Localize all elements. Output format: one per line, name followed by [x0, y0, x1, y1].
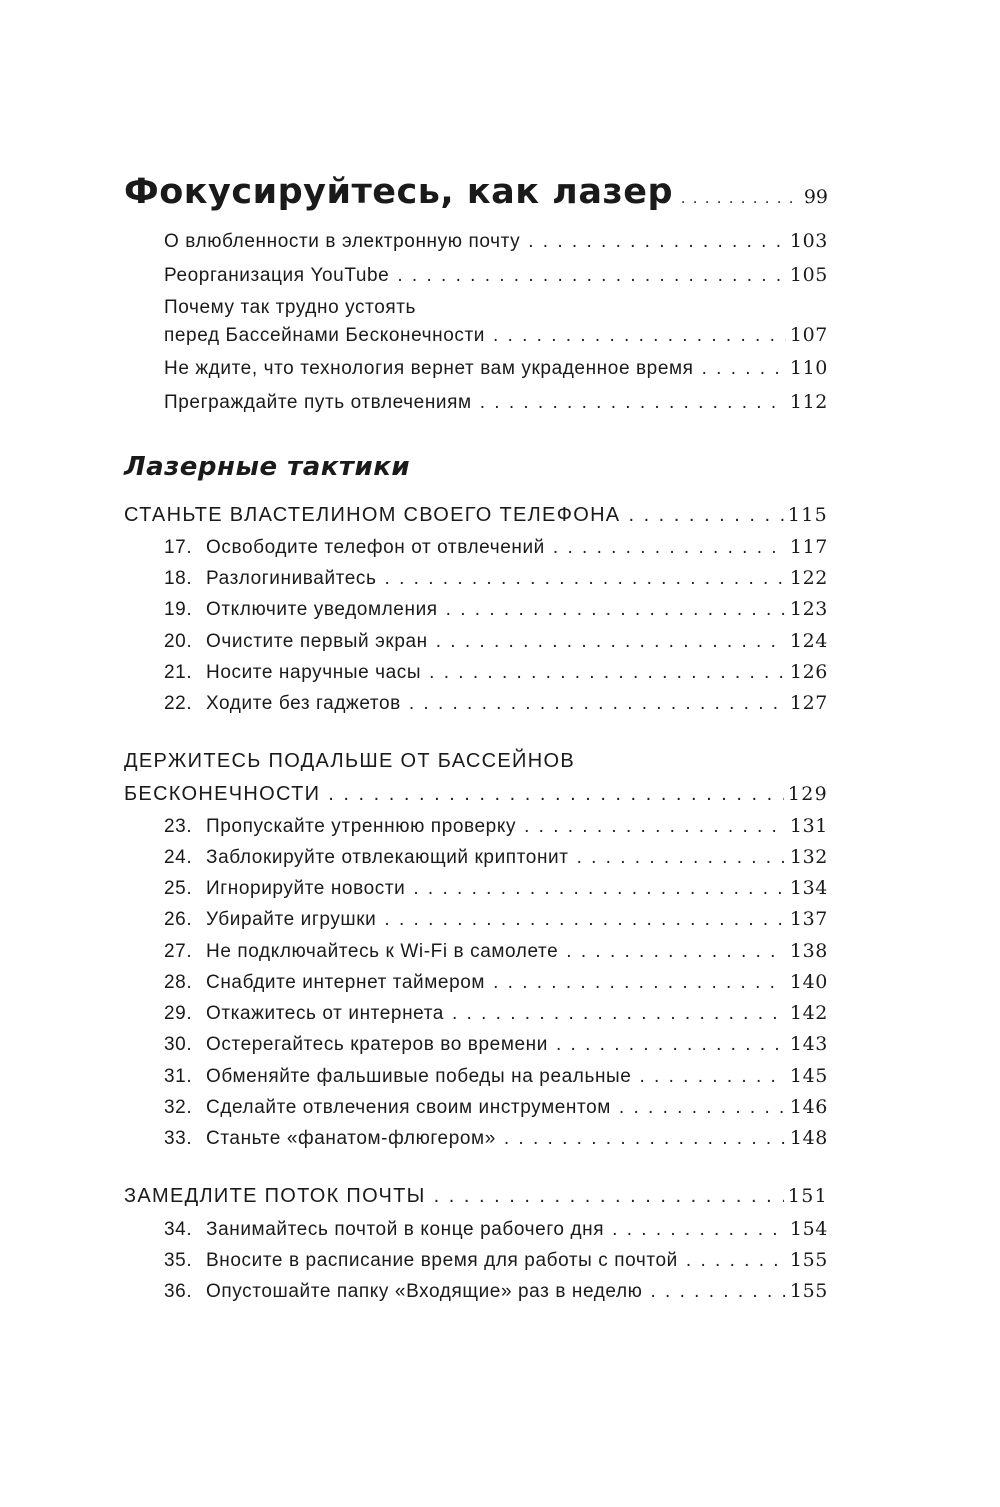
page-number: 123	[789, 598, 828, 620]
page-number: 131	[789, 815, 828, 837]
tactic-number: 20.	[164, 631, 193, 652]
tactic-title: Не подключайтесь к Wi-Fi в самолете	[206, 941, 559, 962]
toc-tactic-row	[164, 536, 828, 559]
dot-leader	[651, 1281, 786, 1303]
page-number: 148	[789, 1127, 828, 1149]
dot-leader	[436, 631, 786, 653]
page-number: 140	[789, 971, 828, 993]
dot-leader	[686, 1250, 786, 1272]
tactic-number: 34.	[164, 1219, 193, 1240]
tactic-number: 35.	[164, 1250, 193, 1271]
page-number: 151	[787, 1185, 828, 1207]
tactic-number: 19.	[164, 599, 193, 620]
tactic-number: 28.	[164, 972, 193, 993]
toc-subsection-row	[164, 264, 828, 287]
toc-tactic-row	[164, 1033, 828, 1056]
toc-tactic-row	[164, 661, 828, 684]
dot-leader	[628, 504, 783, 527]
dot-leader	[577, 847, 786, 869]
toc-tactic-row	[164, 1218, 828, 1241]
page-number: 103	[789, 230, 828, 252]
toc-group-row	[124, 1185, 828, 1208]
toc-section-row	[124, 172, 828, 212]
tactic-title: Пропускайте утреннюю проверку	[206, 816, 517, 837]
page-number: 143	[789, 1033, 828, 1055]
tactic-number: 31.	[164, 1066, 193, 1087]
page-number: 112	[789, 391, 828, 413]
toc-tactic-row	[164, 598, 828, 621]
dot-leader	[452, 1003, 786, 1025]
toc-tactic-row	[164, 1096, 828, 1119]
dot-leader	[528, 231, 786, 253]
dot-leader	[612, 1219, 786, 1241]
page-number: 155	[789, 1280, 828, 1302]
toc-subsection-row	[164, 324, 828, 347]
page-number: 124	[789, 630, 828, 652]
section-title: Фокусируйтесь, как лазер	[124, 172, 674, 212]
page-number: 117	[789, 536, 828, 558]
toc-subsection-row	[164, 230, 828, 253]
tactic-title: Снабдите интернет таймером	[206, 972, 486, 993]
dot-leader	[524, 816, 786, 838]
toc-tactic-row	[164, 1002, 828, 1025]
dot-leader	[397, 265, 786, 287]
subsection-title-line2: перед Бассейнами Бесконечности	[164, 325, 485, 346]
page-number: 134	[789, 877, 828, 899]
dot-leader	[639, 1066, 785, 1088]
dot-leader	[409, 693, 786, 715]
dot-leader	[429, 662, 786, 684]
tactic-number: 26.	[164, 909, 193, 930]
tactic-title: Остерегайтесь кратеров во времени	[206, 1034, 548, 1055]
page-number: 142	[789, 1002, 828, 1024]
tactic-title: Сделайте отвлечения своим инструментом	[206, 1097, 611, 1118]
tactic-title: Занимайтесь почтой в конце рабочего дня	[206, 1219, 605, 1240]
subsection-title: Реорганизация YouTube	[164, 265, 390, 286]
page-number: 146	[789, 1096, 828, 1118]
page-number: 145	[789, 1065, 828, 1087]
tactic-number: 30.	[164, 1034, 193, 1055]
tactic-number: 25.	[164, 878, 193, 899]
tactic-number: 18.	[164, 568, 193, 589]
toc-tactic-row	[164, 940, 828, 963]
page-number: 126	[789, 661, 828, 683]
toc-tactic-row	[164, 1249, 828, 1272]
toc-subsection-row	[164, 357, 828, 380]
page-number: 115	[787, 504, 828, 526]
page-number: 138	[789, 940, 828, 962]
tactic-number: 27.	[164, 941, 193, 962]
tactic-title: Станьте «фанатом-флюгером»	[206, 1128, 496, 1149]
page-number: 99	[803, 186, 828, 208]
toc-tactic-row	[164, 846, 828, 869]
tactic-number: 29.	[164, 1003, 193, 1024]
dot-leader	[493, 325, 786, 347]
toc-tactic-row	[164, 877, 828, 900]
dot-leader	[328, 783, 784, 806]
tactic-number: 33.	[164, 1128, 193, 1149]
page-number: 110	[789, 357, 828, 379]
dot-leader	[702, 358, 786, 380]
dot-leader	[566, 941, 786, 963]
tactic-title: Обменяйте фальшивые победы на реальные	[206, 1066, 632, 1087]
page-number: 105	[789, 264, 828, 286]
toc-tactic-row	[164, 1127, 828, 1150]
group-title-line2: БЕСКОНЕЧНОСТИ	[124, 783, 321, 805]
group-title-line1: ДЕРЖИТЕСЬ ПОДАЛЬШЕ ОТ БАССЕЙНОВ	[124, 750, 575, 772]
tactic-title: Опустошайте папку «Входящие» раз в неделю	[206, 1281, 643, 1302]
dot-leader	[413, 878, 786, 900]
dot-leader	[493, 972, 786, 994]
tactic-number: 32.	[164, 1097, 193, 1118]
toc-group-row	[124, 783, 828, 806]
toc-group-row	[124, 504, 828, 527]
tactic-title: Очистите первый экран	[206, 631, 428, 652]
page-number: 132	[789, 846, 828, 868]
subsection-title: Не ждите, что технология вернет вам украденное время	[164, 358, 694, 379]
tactic-number: 17.	[164, 537, 193, 558]
toc-tactic-row	[164, 567, 828, 590]
toc-tactic-row	[164, 908, 828, 931]
dot-leader	[434, 1185, 784, 1208]
tactic-title: Разлогинивайтесь	[206, 568, 377, 589]
page-number: 137	[789, 908, 828, 930]
tactic-number: 36.	[164, 1281, 193, 1302]
dot-leader	[619, 1097, 786, 1119]
dot-leader	[480, 392, 786, 414]
dot-leader	[681, 190, 800, 208]
tactic-number: 23.	[164, 816, 193, 837]
tactic-title: Вносите в расписание время для работы с почтой	[206, 1250, 678, 1271]
tactic-number: 24.	[164, 847, 193, 868]
tactics-heading: Лазерные тактики	[124, 452, 411, 482]
page-number: 107	[789, 324, 828, 346]
dot-leader	[446, 599, 786, 621]
tactic-number: 21.	[164, 662, 193, 683]
page-number: 122	[789, 567, 828, 589]
tactic-title: Откажитесь от интернета	[206, 1003, 444, 1024]
tactic-title: Отключите уведомления	[206, 599, 438, 620]
dot-leader	[384, 909, 786, 931]
tactic-title: Игнорируйте новости	[206, 878, 406, 899]
dot-leader	[556, 1034, 786, 1056]
tactic-title: Заблокируйте отвлекающий криптонит	[206, 847, 569, 868]
page-number: 155	[789, 1249, 828, 1271]
page-number: 129	[787, 783, 828, 805]
dot-leader	[385, 568, 786, 590]
tactic-title: Носите наручные часы	[206, 662, 422, 683]
group-title: СТАНЬТЕ ВЛАСТЕЛИНОМ СВОЕГО ТЕЛЕФОНА	[124, 504, 621, 526]
page-number: 154	[789, 1218, 828, 1240]
toc-subsection-row	[164, 391, 828, 414]
toc-tactic-row	[164, 815, 828, 838]
tactic-title: Освободите телефон от отвлечений	[206, 537, 545, 558]
toc-tactic-row	[164, 1280, 828, 1303]
tactic-number: 22.	[164, 693, 193, 714]
tactic-title: Ходите без гаджетов	[206, 693, 401, 714]
dot-leader	[553, 537, 786, 559]
subsection-title: О влюбленности в электронную почту	[164, 231, 521, 252]
dot-leader	[504, 1128, 786, 1150]
subsection-title-line1: Почему так трудно устоять	[164, 297, 417, 318]
toc-tactic-row	[164, 1065, 828, 1088]
page-number: 127	[789, 692, 828, 714]
tactic-title: Убирайте игрушки	[206, 909, 377, 930]
toc-tactic-row	[164, 692, 828, 715]
group-title: ЗАМЕДЛИТЕ ПОТОК ПОЧТЫ	[124, 1185, 426, 1207]
toc-tactic-row	[164, 630, 828, 653]
subsection-title: Преграждайте путь отвлечениям	[164, 392, 472, 413]
toc-tactic-row	[164, 971, 828, 994]
